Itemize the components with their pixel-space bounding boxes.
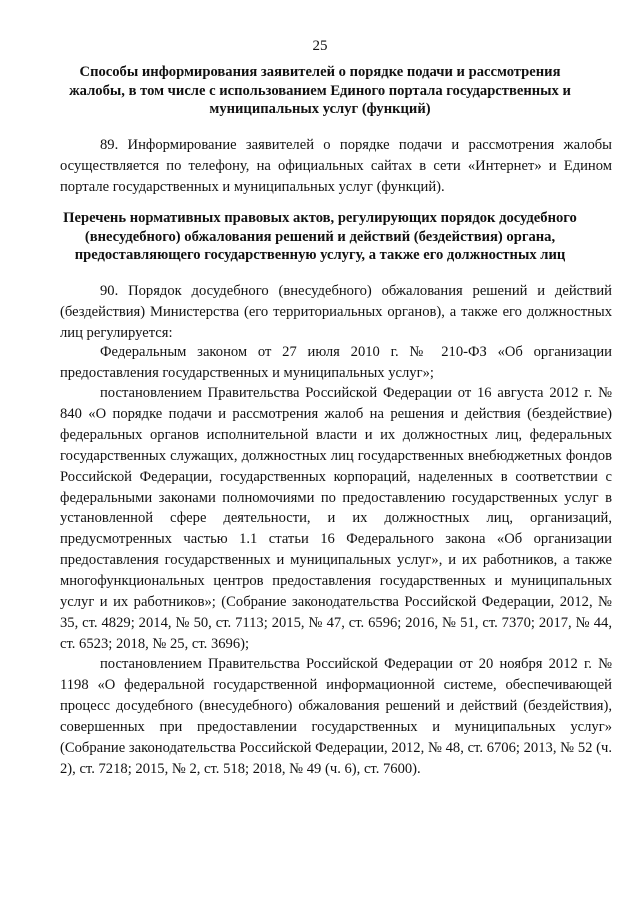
paragraph-90: 90. Порядок досудебного (внесудебного) обжалования решений и действий (бездействия) Министерства (его территориальных органов), а также его должностных лиц регулируется: <box>60 283 612 341</box>
paragraph-resolution-1198: постановлением Правительства Российской Федерации от 20 ноября 2012 г. № 1198 «О федеральной государственной информационной системе, обеспечивающей процесс досудебного (внесудебного) обжалования решений и действий (бездействия), совершенных при предоставлении государственных и муниципальных услуг» (Собрание законодательства Российской Федерации, 2012, № 48, ст. 6706; 2013, № 52 (ч. 2), ст. 7218; 2015, № 2, ст. 518; 2018, № 49 (ч. 6), ст. 7600). <box>60 656 612 777</box>
page-number: 25 <box>312 38 328 54</box>
paragraph-89: 89. Информирование заявителей о порядке подачи и рассмотрения жалобы осуществляется по телефону, на официальных сайтах в сети «Интернет» и Едином портале государственных и муниципальных услуг (функций). <box>60 137 612 195</box>
section-heading-legal-acts: Перечень нормативных правовых актов, регулирующих порядок досудебного (внесудебного) обжалования решений и действий (бездействия) органа, предоставляющего государственную услугу, а также его должностных лиц <box>63 210 577 263</box>
paragraph-resolution-840: постановлением Правительства Российской Федерации от 16 августа 2012 г. № 840 «О порядке подачи и рассмотрения жалоб на решения и действия (бездействие) федеральных органов исполнительной власти и их должностных лиц, федеральных государственных служащих, должностных лиц государственных внебюджетных фондов Российской Федерации, государственных корпораций, наделенных в соответствии с федеральными законами полномочиями по предоставлению государственных услуг в установленной сфере деятельности, и их должностных лиц, организаций, предусмотренных частью 1.1 статьи 16 Федерального закона «Об организации предоставления государственных и муниципальных услуг», и их работников, а также многофункциональных центров предоставления государственных и муниципальных услуг и их работников»; (Собрание законодательства Российской Федерации, 2012, № 35, ст. 4829; 2014, № 50, ст. 7113; 2015, № 47, ст. 6596; 2016, № 51, ст. 7370; 2017, № 44, ст. 6523; 2018, № 25, ст. 3696); <box>60 385 612 652</box>
paragraph-federal-law: Федеральным законом от 27 июля 2010 г. № 210-ФЗ «Об организации предоставления государственных и муниципальных услуг»; <box>60 344 612 381</box>
section-heading-informing: Способы информирования заявителей о порядке подачи и рассмотрения жалобы, в том числе с использованием Единого портала государственных и муниципальных услуг (функций) <box>69 64 571 117</box>
